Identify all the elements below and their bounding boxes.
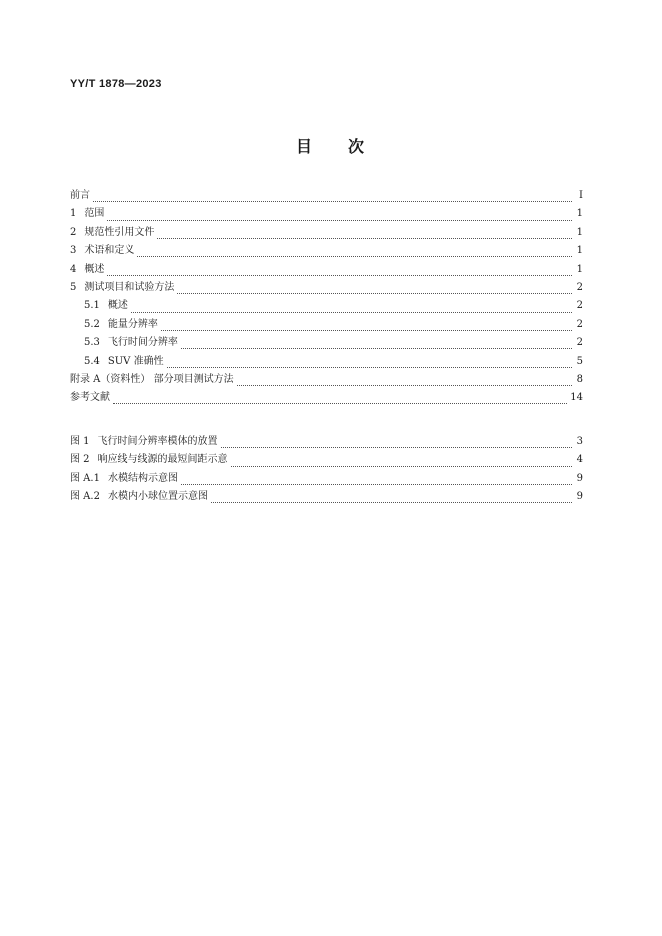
dot-leader (131, 311, 572, 313)
toc-entry-number: 5.3 (84, 337, 100, 349)
toc-entry-title: 规范性引用文件 (84, 226, 155, 238)
figure-entry-page: 3 (576, 436, 583, 447)
figure-entry-page: 9 (576, 472, 583, 484)
dot-leader (181, 483, 572, 485)
figure-entry-number: 图 A.2 (70, 491, 100, 503)
toc-entry-title: 测试项目和试验方法 (84, 281, 175, 293)
dot-leader (161, 329, 572, 331)
toc-entry-title: 参考文献 (70, 392, 110, 404)
toc-entry-label (84, 319, 158, 331)
figure-entry-page: 4 (576, 454, 583, 466)
toc-entry-page: 1 (576, 208, 583, 220)
toc-entry-title: SUV 准确性 (107, 355, 164, 367)
toc-entry-title: 概述 (84, 263, 105, 275)
figure-entry-number: 图 2 (70, 454, 90, 466)
dot-leader (107, 219, 572, 221)
toc-entry-page: 2 (576, 281, 583, 293)
toc-entry[interactable] (70, 374, 583, 392)
dot-leader (93, 200, 572, 202)
figure-entry-label (70, 491, 208, 503)
toc-entry[interactable] (70, 190, 583, 208)
dot-leader (181, 347, 572, 349)
dot-leader (113, 402, 567, 404)
figure-entry[interactable] (70, 436, 583, 454)
toc-entry[interactable] (70, 319, 583, 337)
toc-entry[interactable] (70, 245, 583, 263)
figure-entry-title: 水模内小球位置示意图 (107, 491, 208, 503)
toc-entry-number: 5 (70, 281, 77, 293)
toc-entry[interactable] (70, 356, 583, 374)
dot-leader (221, 446, 572, 448)
figure-entry[interactable] (70, 473, 583, 491)
toc-entry-label (70, 208, 104, 220)
toc-entry-page: 14 (570, 392, 583, 404)
dot-leader (107, 274, 572, 276)
toc-entry-number: 2 (70, 226, 77, 238)
figure-entry-number: 图 A.1 (70, 472, 100, 484)
dot-leader (177, 292, 572, 294)
toc-entry-page: 2 (576, 318, 583, 330)
toc-entry-page: 5 (576, 355, 583, 367)
toc-entry-label (70, 392, 110, 404)
toc-entry[interactable] (70, 337, 583, 355)
toc-entry-page: 1 (576, 263, 583, 275)
toc-list (70, 190, 583, 411)
toc-entry-number: 1 (70, 208, 77, 220)
toc-entry-page: 2 (576, 300, 583, 312)
dot-leader (167, 366, 572, 368)
dot-leader (157, 237, 572, 239)
toc-entry-label (70, 374, 234, 386)
page-title: 目 次 (295, 137, 367, 156)
toc-entry-number: 3 (70, 245, 77, 257)
toc-entry-label (70, 190, 90, 202)
toc-entry[interactable] (70, 227, 583, 245)
toc-entry[interactable] (70, 264, 583, 282)
figure-entry-page: 9 (576, 491, 583, 503)
standard-code: YY/T 1878—2023 (70, 78, 162, 90)
toc-entry-page: 8 (576, 373, 583, 385)
figure-entry-title: 响应线与线源的最短间距示意 (97, 454, 228, 466)
toc-entry-page: 1 (576, 226, 583, 238)
toc-entry-title: 范围 (84, 208, 105, 220)
toc-entry-title: 前言 (70, 190, 90, 201)
toc-entry-title: 概述 (107, 300, 128, 312)
figure-entry-label (70, 454, 228, 466)
toc-entry-number: 5.4 (84, 355, 100, 367)
figure-entry-title: 水模结构示意图 (107, 472, 178, 484)
toc-entry-title: 飞行时间分辨率 (107, 337, 178, 349)
dot-leader (137, 255, 572, 257)
figure-list (70, 436, 583, 510)
figure-entry-label (70, 473, 178, 485)
toc-entry-title: 术语和定义 (84, 245, 135, 257)
dot-leader (211, 501, 572, 503)
toc-entry-label (70, 245, 134, 257)
toc-entry-page: 2 (576, 337, 583, 349)
toc-entry-number: 5.2 (84, 318, 100, 330)
toc-entry-number: 5.1 (84, 300, 100, 312)
toc-entry-title: 能量分辨率 (107, 318, 158, 330)
dot-leader (237, 384, 572, 386)
dot-leader (231, 465, 572, 467)
toc-entry-page: Ⅰ (579, 190, 583, 201)
toc-entry[interactable] (70, 208, 583, 226)
toc-entry-label (70, 282, 174, 294)
toc-entry[interactable] (70, 392, 583, 410)
toc-entry[interactable] (70, 282, 583, 300)
toc-entry-label (70, 227, 154, 239)
toc-entry-page: 1 (576, 245, 583, 257)
figure-entry-label (70, 436, 218, 448)
figure-entry[interactable] (70, 454, 583, 472)
toc-entry-label (84, 356, 164, 368)
figure-entry-title: 飞行时间分辨率模体的放置 (97, 436, 218, 447)
figure-entry-number: 图 1 (70, 436, 90, 447)
toc-entry-label (84, 300, 128, 312)
toc-entry-title: 附录 A（资料性） 部分项目测试方法 (70, 373, 234, 385)
toc-entry[interactable] (70, 300, 583, 318)
figure-entry[interactable] (70, 491, 583, 509)
toc-entry-label (70, 264, 104, 276)
toc-entry-number: 4 (70, 263, 77, 275)
toc-entry-label (84, 337, 178, 349)
